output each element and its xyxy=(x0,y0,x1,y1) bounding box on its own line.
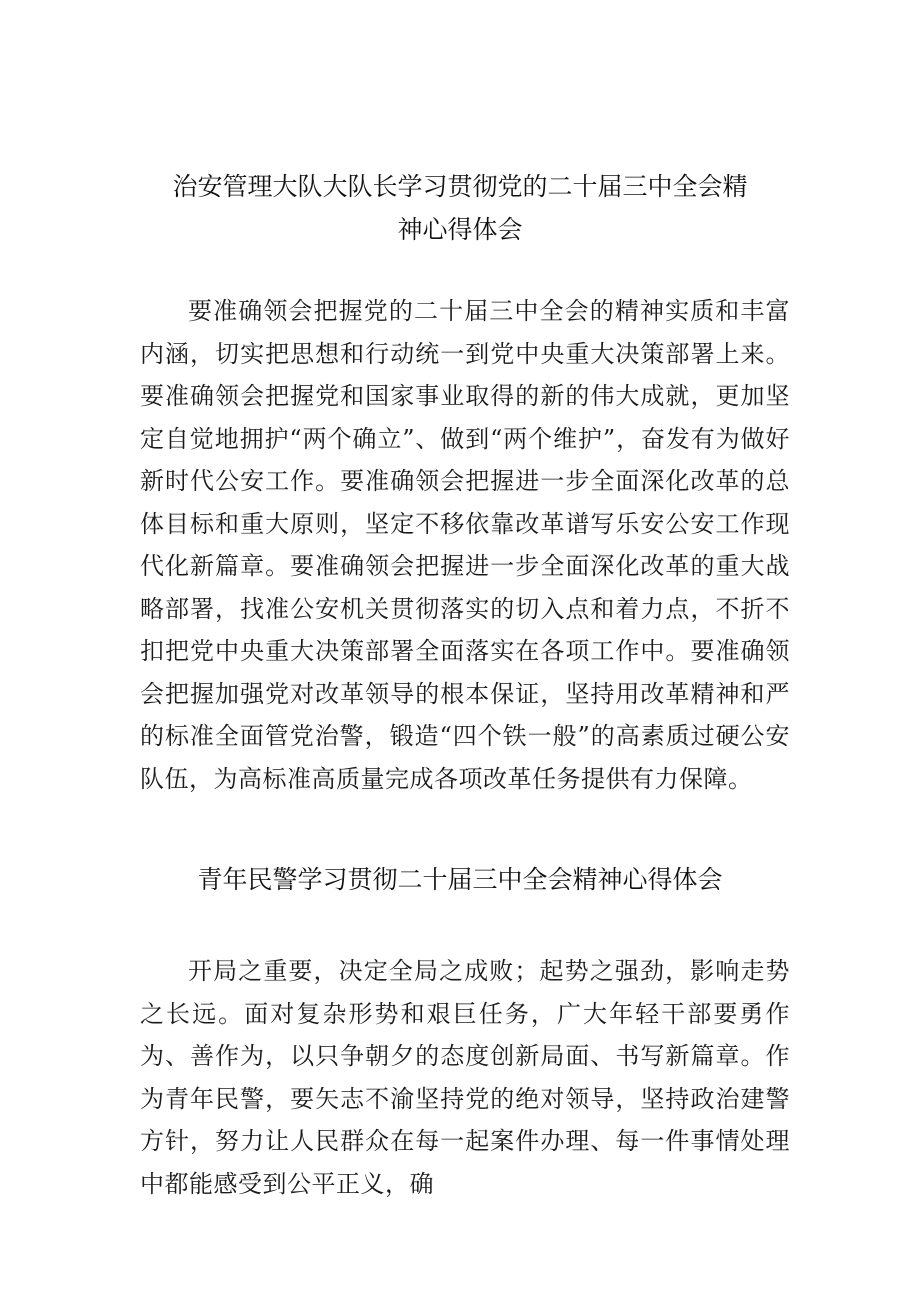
section-1-title-line-1: 治安管理大队大队长学习贯彻党的二十届三中全会精 xyxy=(172,172,748,201)
section-2-title-line-1: 青年民警学习贯彻二十届三中全会精神心得体会 xyxy=(197,865,723,894)
section-2-body: 开局之重要，决定全局之成败；起势之强劲，影响走势之长远。面对复杂形势和艰巨任务，广大年轻干部要勇作为、善作为，以只争朝夕的态度创新局面、书写新篇章。作为青年民警，要矢志不渝坚持党的绝对领导，坚持政治建警方针，努力让人民群众在每一起案件办理、每一件事情处理中都能感受到公平正义，确 xyxy=(140,957,790,1198)
section-1-body: 要准确领会把握党的二十届三中全会的精神实质和丰富内涵，切实把思想和行动统一到党中央重大决策部署上来。要准确领会把握党和国家事业取得的新的伟大成就，更加坚定自觉地拥护“两个确立”、做到“两个维护”，奋发有为做好新时代公安工作。要准确领会把握进一步全面深化改革的总体目标和重大原则，坚定不移依靠改革谱写乐安公安工作现代化新篇章。要准确领会把握进一步全面深化改革的重大战略部署，找准公安机关贯彻落实的切入点和着力点，不折不扣把党中央重大决策部署全面落实在各项工作中。要准确领会把握加强党对改革领导的根本保证，坚持用改革精神和严的标准全面管党治警，锻造“四个铁一般”的高素质过硬公安队伍，为高标准高质量完成各项改革任务提供有力保障。 xyxy=(140,297,790,793)
section-1-title xyxy=(130,165,790,251)
section-2-title xyxy=(130,858,790,901)
section-1-title-line-2: 神心得体会 xyxy=(397,215,523,244)
